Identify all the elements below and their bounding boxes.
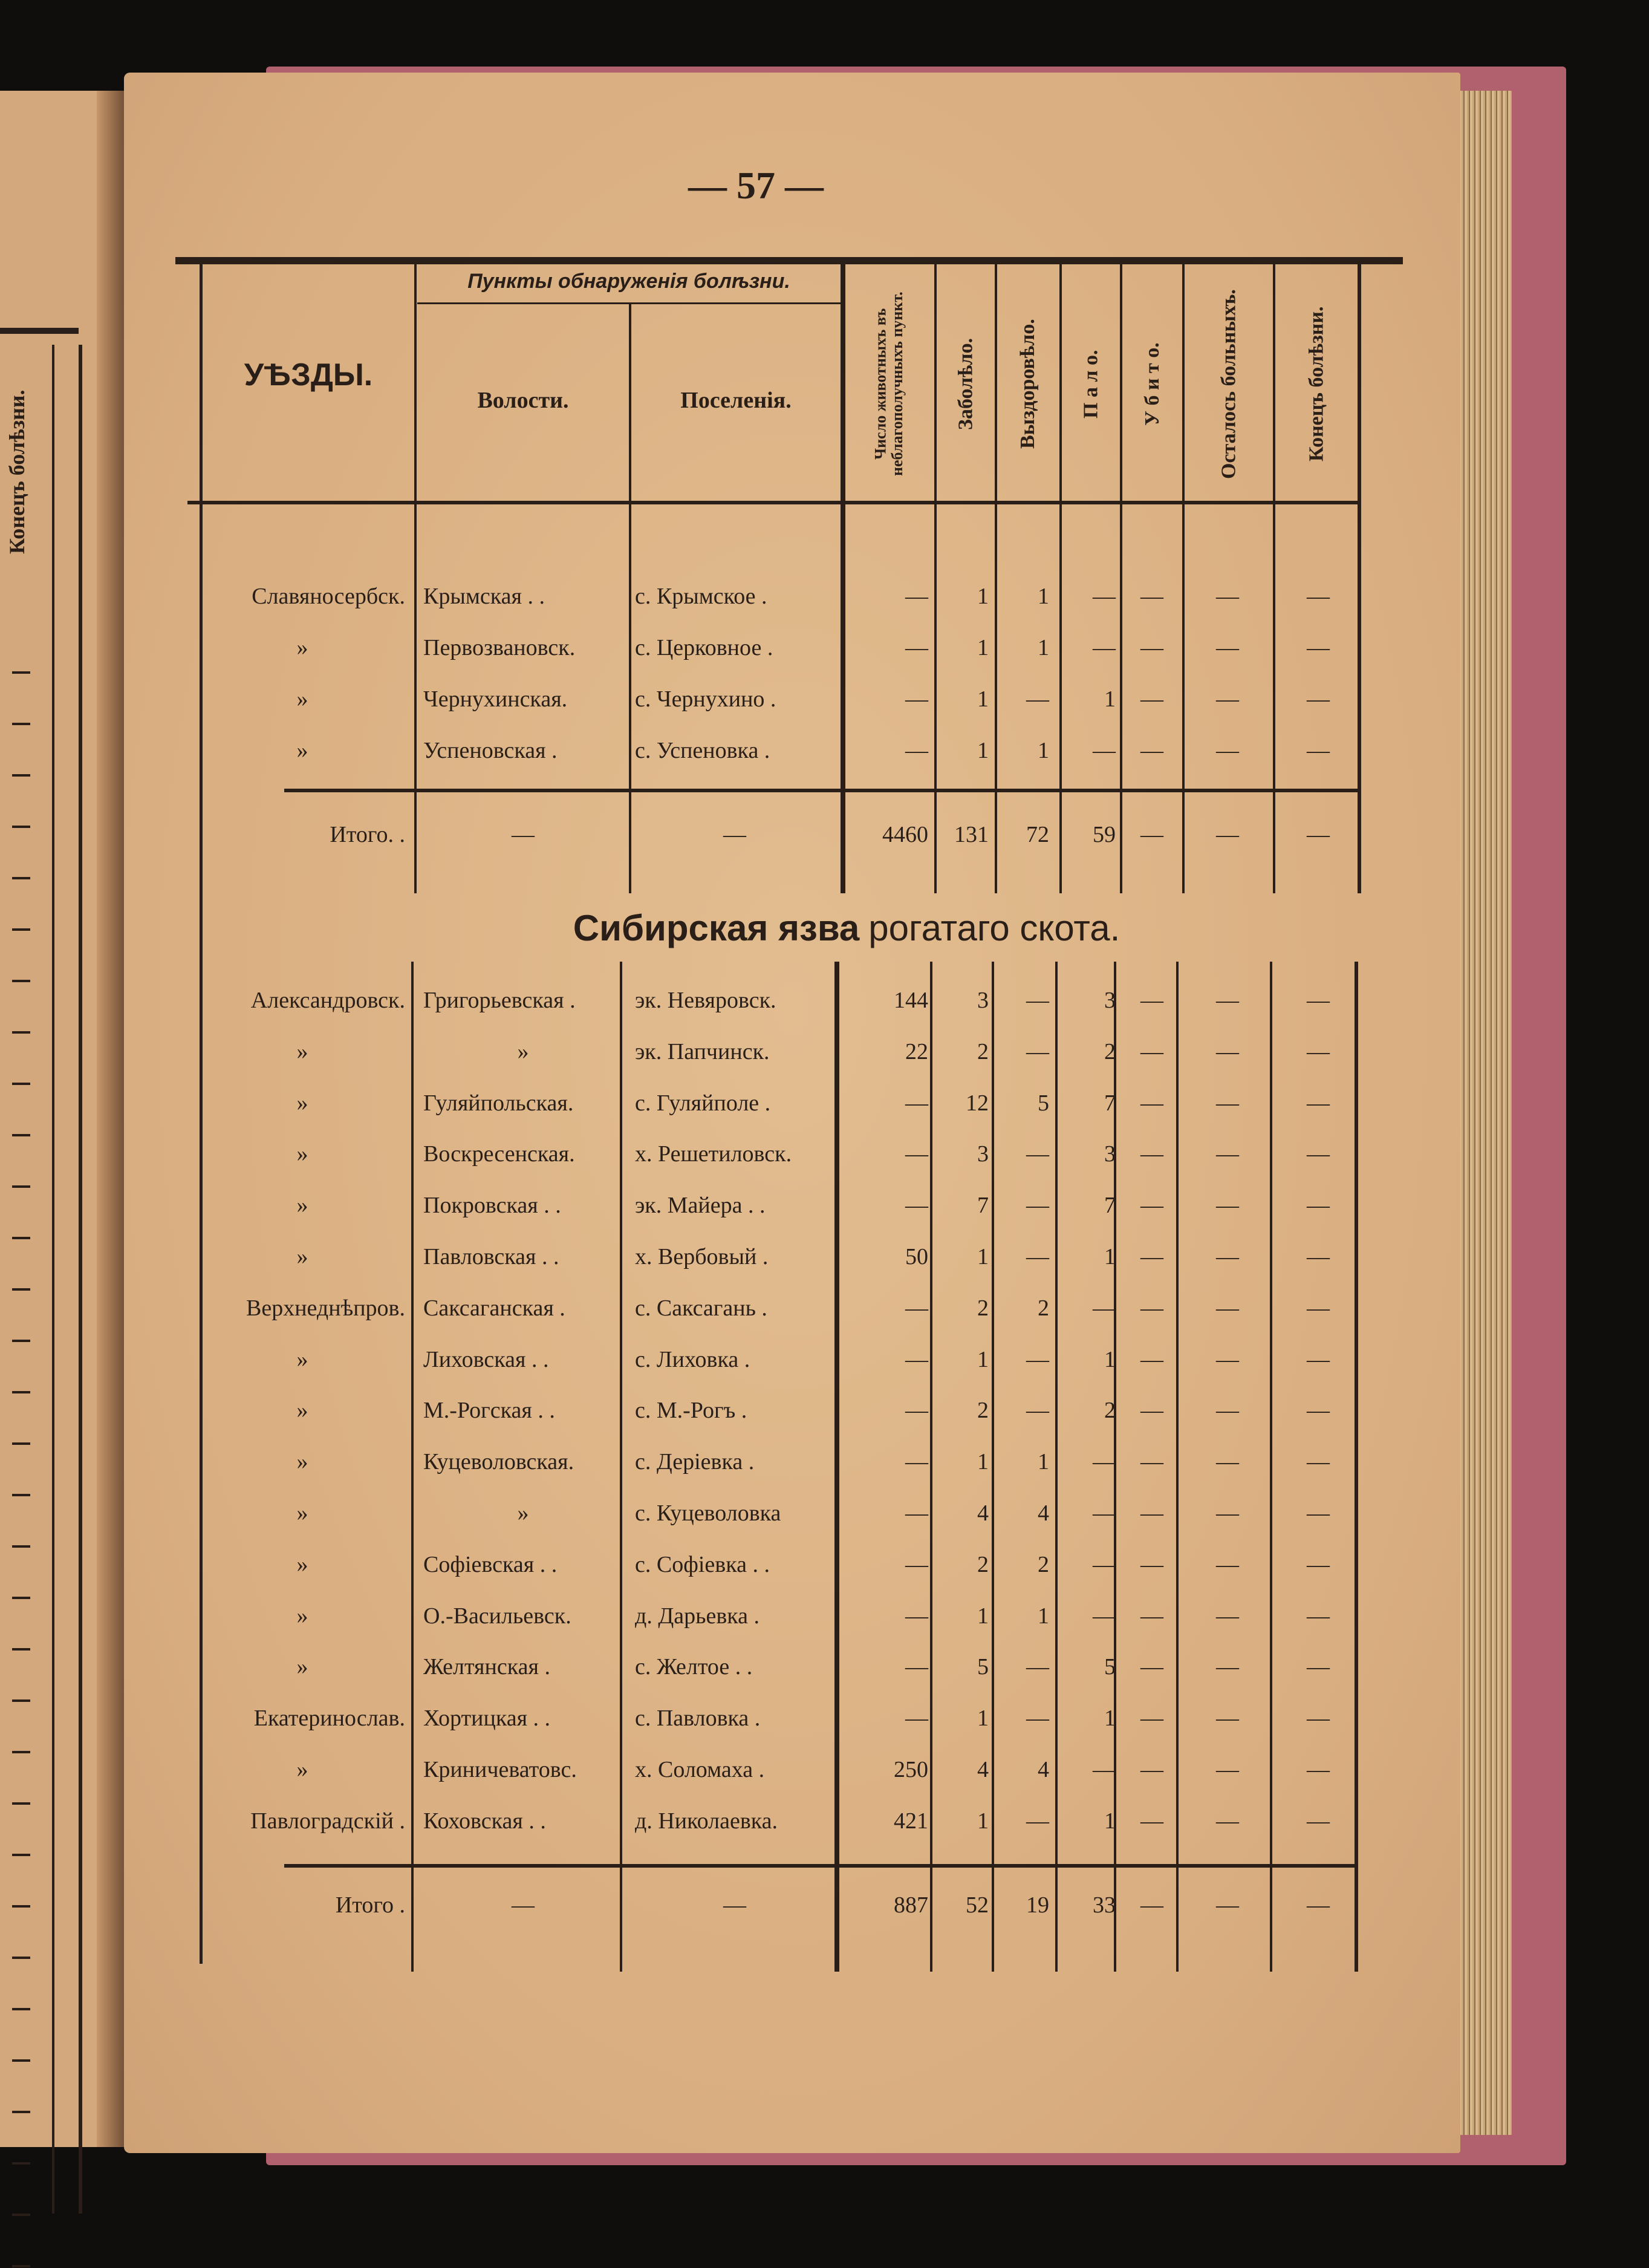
section2-row-zabolelo: 3 — [977, 1141, 989, 1167]
section2-total-vyzdorovelo: 19 — [1026, 1892, 1049, 1918]
section2-row-ostalos: — — [1216, 1398, 1239, 1424]
header-uezdy: УѢЗДЫ. — [244, 357, 373, 393]
column-line — [1182, 264, 1185, 893]
section1-row-uezd: » — [296, 635, 308, 660]
section2-row-vyzdorovelo: — — [1026, 1193, 1049, 1219]
section1-row-uezd: » — [296, 686, 308, 712]
section2-row-uezd: Александровск. — [250, 988, 405, 1013]
section2-row-vyzdorovelo: 4 — [1038, 1501, 1049, 1526]
section2-row-volost: Желтянская . — [423, 1654, 550, 1680]
section2-row-volost: Хортицкая . . — [423, 1706, 551, 1732]
section2-row-chislo: 250 — [894, 1757, 928, 1782]
section1-row-konets: — — [1307, 635, 1330, 660]
left-page-dash — [12, 1957, 30, 1959]
left-page-dash — [12, 1905, 30, 1908]
section2-row-ubito: — — [1140, 1090, 1163, 1116]
section2-row-poselenie: д. Николаевка. — [635, 1808, 778, 1834]
left-page-dash — [12, 1442, 30, 1445]
section1-row-volost: Чернухинская. — [423, 686, 568, 712]
section1-total-poselenie: — — [723, 822, 746, 847]
section2-row-uezd: » — [296, 1654, 308, 1680]
section2-row-ostalos: — — [1216, 1038, 1239, 1064]
section1-total-konets: — — [1307, 822, 1330, 847]
section1-row-chislo: — — [905, 686, 928, 712]
section2-row-ubito: — — [1140, 1603, 1163, 1629]
section2-row-zabolelo: 2 — [977, 1295, 989, 1321]
left-page-dash — [12, 928, 30, 931]
section2-row-volost: » — [517, 1501, 529, 1526]
section2-row-chislo: 421 — [894, 1808, 928, 1834]
column-line — [1270, 962, 1272, 1972]
section2-row-uezd: » — [296, 1038, 308, 1064]
column-line — [1055, 962, 1058, 1972]
section2-row-poselenie: эк. Папчинск. — [635, 1038, 770, 1064]
left-page-dash — [12, 671, 30, 674]
section2-row-poselenie: д. Дарьевка . — [635, 1603, 760, 1629]
section2-title-rest: рогатаго скота. — [868, 908, 1120, 948]
section2-row-ubito: — — [1140, 1244, 1163, 1269]
section2-row-chislo: — — [905, 1090, 928, 1116]
section2-row-palo: 2 — [1104, 1398, 1116, 1424]
section2-row-konets: — — [1307, 1346, 1330, 1372]
header-palo: П а л о. — [1079, 350, 1102, 419]
section1-row-zabolelo: 1 — [977, 738, 989, 763]
section2-row-palo: 1 — [1104, 1706, 1116, 1732]
section2-total-zabolelo: 52 — [966, 1892, 989, 1918]
section2-row-volost: Саксаганская . — [423, 1295, 565, 1321]
section2-row-chislo: — — [905, 1346, 928, 1372]
section2-row-konets: — — [1307, 1141, 1330, 1167]
section2-row-zabolelo: 5 — [977, 1654, 989, 1680]
section2-row-ubito: — — [1140, 1193, 1163, 1219]
section2-row-ostalos: — — [1216, 1295, 1239, 1321]
column-line — [995, 264, 997, 893]
left-page-dash — [12, 826, 30, 828]
section1-row-ubito: — — [1140, 686, 1163, 712]
section1-row-zabolelo: 1 — [977, 584, 989, 609]
section2-row-uezd: Павлоградскій . — [250, 1808, 405, 1834]
section2-row-vyzdorovelo: 1 — [1038, 1603, 1049, 1629]
section2-row-ubito: — — [1140, 1346, 1163, 1372]
section2-row-volost: Покровская . . — [423, 1193, 561, 1219]
section2-row-vyzdorovelo: — — [1026, 1141, 1049, 1167]
section2-row-volost: Софіевская . . — [423, 1551, 558, 1577]
left-page-rule — [0, 328, 79, 334]
section1-row-konets: — — [1307, 584, 1330, 609]
header-ostalos: Осталось больныхъ. — [1217, 289, 1240, 479]
section2-row-vyzdorovelo: 5 — [1038, 1090, 1049, 1116]
section2-row-ubito: — — [1140, 1551, 1163, 1577]
section2-row-poselenie: эк. Невяровск. — [635, 988, 776, 1013]
section2-row-uezd: » — [296, 1551, 308, 1577]
section1-row-volost: Первозвановск. — [423, 635, 576, 660]
section2-row-vyzdorovelo: — — [1026, 988, 1049, 1013]
section2-row-vyzdorovelo: — — [1026, 1346, 1049, 1372]
section2-row-volost: Воскресенская. — [423, 1141, 575, 1167]
section1-row-poselenie: с. Чернухино . — [635, 686, 776, 712]
section2-row-poselenie: эк. Майера . . — [635, 1193, 766, 1219]
section2-row-zabolelo: 1 — [977, 1244, 989, 1269]
section2-row-palo: 1 — [1104, 1808, 1116, 1834]
section2-row-ubito: — — [1140, 1398, 1163, 1424]
section2-row-vyzdorovelo: — — [1026, 1808, 1049, 1834]
section1-row-ostalos: — — [1216, 635, 1239, 660]
header-vyzdorovelo: Выздоровѣло. — [1016, 319, 1039, 449]
table-top-rule — [175, 257, 1403, 264]
section2-total-palo: 33 — [1093, 1892, 1116, 1918]
section2-row-chislo: — — [905, 1193, 928, 1219]
section2-row-uezd: » — [296, 1090, 308, 1116]
section2-row-poselenie: с. Павловка . — [635, 1706, 761, 1732]
section2-total-chislo: 887 — [894, 1892, 928, 1918]
book-gutter — [97, 91, 127, 2147]
section2-row-palo: 1 — [1104, 1244, 1116, 1269]
section2-row-volost: Куцеволовская. — [423, 1449, 574, 1475]
section2-row-palo: — — [1093, 1295, 1116, 1321]
section2-row-ubito: — — [1140, 1038, 1163, 1064]
left-page-column-header: Конецъ болѣзни. — [5, 389, 29, 554]
left-page-dash — [12, 1031, 30, 1034]
section1-row-poselenie: с. Успеновка . — [635, 738, 770, 763]
section1-row-chislo: — — [905, 635, 928, 660]
left-page-dash — [12, 1340, 30, 1342]
left-page-dash — [12, 2162, 30, 2165]
left-page-dash — [12, 1185, 30, 1188]
section1-row-zabolelo: 1 — [977, 686, 989, 712]
section2-row-poselenie: х. Решетиловск. — [635, 1141, 792, 1167]
section2-row-vyzdorovelo: — — [1026, 1654, 1049, 1680]
section2-row-volost: Коховская . . — [423, 1808, 546, 1834]
section1-row-chislo: — — [905, 738, 928, 763]
section2-total-rule — [284, 1864, 1355, 1868]
section2-row-chislo: — — [905, 1449, 928, 1475]
section2-row-ubito: — — [1140, 988, 1163, 1013]
column-line — [930, 962, 932, 1972]
section2-row-zabolelo: 7 — [977, 1193, 989, 1219]
section2-row-konets: — — [1307, 1808, 1330, 1834]
section2-row-uezd: » — [296, 1603, 308, 1629]
left-page-dash — [12, 2008, 30, 2010]
section2-row-zabolelo: 12 — [966, 1090, 989, 1116]
section2-row-uezd: » — [296, 1193, 308, 1219]
section2-row-konets: — — [1307, 1501, 1330, 1526]
section2-row-chislo: — — [905, 1706, 928, 1732]
section2-row-vyzdorovelo: 4 — [1038, 1757, 1049, 1782]
section2-row-chislo: — — [905, 1654, 928, 1680]
section2-row-chislo: — — [905, 1501, 928, 1526]
section2-row-zabolelo: 1 — [977, 1808, 989, 1834]
section1-total-volost: — — [512, 822, 535, 847]
header-ubito: У б и т о. — [1141, 342, 1164, 426]
header-poseleniya: Поселенія. — [680, 388, 792, 413]
section2-row-vyzdorovelo: — — [1026, 1398, 1049, 1424]
section2-row-vyzdorovelo: 2 — [1038, 1551, 1049, 1577]
section2-row-palo: 5 — [1104, 1654, 1116, 1680]
section1-row-vyzdorovelo: — — [1026, 686, 1049, 712]
section2-row-chislo: — — [905, 1398, 928, 1424]
section2-row-palo: 1 — [1104, 1346, 1116, 1372]
left-page-column-line — [79, 345, 82, 2214]
section2-row-ostalos: — — [1216, 1244, 1239, 1269]
section2-total-ostalos: — — [1216, 1892, 1239, 1918]
section2-row-volost: » — [517, 1038, 529, 1064]
section2-row-volost: О.-Васильевск. — [423, 1603, 571, 1629]
column-line — [834, 962, 839, 1972]
section2-row-ostalos: — — [1216, 1706, 1239, 1732]
section1-total-rule — [284, 789, 1361, 792]
left-page-dash — [12, 1494, 30, 1496]
left-page-dash — [12, 723, 30, 725]
section1-total-palo: 59 — [1093, 822, 1116, 847]
section2-row-palo: — — [1093, 1551, 1116, 1577]
left-page-dash — [12, 1288, 30, 1291]
section2-row-uezd: » — [296, 1501, 308, 1526]
left-page-dash — [12, 774, 30, 777]
section2-row-zabolelo: 1 — [977, 1706, 989, 1732]
section1-row-zabolelo: 1 — [977, 635, 989, 660]
section2-row-konets: — — [1307, 1295, 1330, 1321]
left-page-column-line — [52, 345, 54, 2214]
section2-row-poselenie: с. Деріевка . — [635, 1449, 755, 1475]
section2-total-poselenie: — — [723, 1892, 746, 1918]
column-line — [411, 962, 414, 1972]
section1-row-ostalos: — — [1216, 686, 1239, 712]
section1-total-chislo: 4460 — [882, 822, 928, 847]
section2-row-konets: — — [1307, 1244, 1330, 1269]
section1-row-ostalos: — — [1216, 738, 1239, 763]
left-page-dash — [12, 1134, 30, 1136]
section1-row-chislo: — — [905, 584, 928, 609]
section1-row-volost: Успеновская . — [423, 738, 558, 763]
section2-row-ubito: — — [1140, 1706, 1163, 1732]
section2-row-konets: — — [1307, 1603, 1330, 1629]
column-line — [1273, 264, 1275, 893]
section2-row-ostalos: — — [1216, 1501, 1239, 1526]
section2-row-zabolelo: 3 — [977, 988, 989, 1013]
section2-row-ostalos: — — [1216, 1757, 1239, 1782]
left-page-dash — [12, 1751, 30, 1753]
section2-row-poselenie: с. Софіевка . . — [635, 1551, 770, 1577]
section2-total-ubito: — — [1140, 1892, 1163, 1918]
left-page-dash — [12, 1597, 30, 1599]
section2-row-volost: Гуляйпольская. — [423, 1090, 574, 1116]
section2-row-palo: — — [1093, 1757, 1116, 1782]
section2-row-konets: — — [1307, 1654, 1330, 1680]
section2-row-uezd: » — [296, 1449, 308, 1475]
section1-row-ostalos: — — [1216, 584, 1239, 609]
section2-row-volost: Григорьевская . — [423, 988, 576, 1013]
section2-row-ubito: — — [1140, 1501, 1163, 1526]
section2-row-uezd: » — [296, 1141, 308, 1167]
page-number: — 57 — — [688, 164, 824, 207]
section2-row-vyzdorovelo: — — [1026, 1038, 1049, 1064]
section1-row-ubito: — — [1140, 635, 1163, 660]
section2-title — [423, 907, 1270, 950]
section2-row-uezd: » — [296, 1346, 308, 1372]
section2-row-chislo: 22 — [905, 1038, 928, 1064]
column-line — [841, 264, 845, 893]
section2-row-konets: — — [1307, 1398, 1330, 1424]
section2-row-poselenie: с. Саксагань . — [635, 1295, 767, 1321]
section2-row-poselenie: с. Лиховка . — [635, 1346, 750, 1372]
section1-row-uezd: Славяносербск. — [252, 584, 405, 609]
section2-row-konets: — — [1307, 1193, 1330, 1219]
section2-row-palo: 3 — [1104, 1141, 1116, 1167]
section2-row-ostalos: — — [1216, 1551, 1239, 1577]
section2-row-uezd: Верхнеднѣпров. — [246, 1295, 405, 1321]
section2-row-zabolelo: 2 — [977, 1038, 989, 1064]
section2-row-poselenie: с. Гуляйполе . — [635, 1090, 771, 1116]
section1-row-palo: — — [1093, 584, 1116, 609]
section2-row-zabolelo: 1 — [977, 1346, 989, 1372]
section2-row-vyzdorovelo: — — [1026, 1244, 1049, 1269]
section1-row-palo: 1 — [1104, 686, 1116, 712]
section2-row-ostalos: — — [1216, 1449, 1239, 1475]
section2-row-poselenie: с. Желтое . . — [635, 1654, 753, 1680]
section2-row-ubito: — — [1140, 1295, 1163, 1321]
section2-row-konets: — — [1307, 1038, 1330, 1064]
section1-row-poselenie: с. Крымское . — [635, 584, 767, 609]
section2-title-bold: Сибирская язва — [573, 908, 860, 948]
header-bottom-rule — [187, 501, 1361, 504]
left-page-dash — [12, 2214, 30, 2216]
section1-row-volost: Крымская . . — [423, 584, 545, 609]
section2-row-ostalos: — — [1216, 1654, 1239, 1680]
section1-row-vyzdorovelo: 1 — [1038, 635, 1049, 660]
section2-row-vyzdorovelo: 1 — [1038, 1449, 1049, 1475]
section2-row-volost: Павловская . . — [423, 1244, 559, 1269]
section2-row-ostalos: — — [1216, 1141, 1239, 1167]
section1-total-ostalos: — — [1216, 822, 1239, 847]
section2-row-ostalos: — — [1216, 1346, 1239, 1372]
section2-row-konets: — — [1307, 1090, 1330, 1116]
section1-total-vyzdorovelo: 72 — [1026, 822, 1049, 847]
section2-row-volost: Криничеватовс. — [423, 1757, 577, 1782]
header-zabolelo: Заболѣло. — [954, 337, 977, 431]
section2-row-uezd: » — [296, 1244, 308, 1269]
section2-row-volost: М.-Рогская . . — [423, 1398, 555, 1424]
left-page-dash — [12, 877, 30, 879]
section2-row-ubito: — — [1140, 1757, 1163, 1782]
left-page-dash — [12, 1648, 30, 1650]
section1-row-palo: — — [1093, 635, 1116, 660]
left-page-dash — [12, 1237, 30, 1239]
column-line — [1120, 264, 1122, 893]
section2-row-palo: 7 — [1104, 1193, 1116, 1219]
left-page-dash — [12, 2111, 30, 2113]
section2-row-vyzdorovelo: 2 — [1038, 1295, 1049, 1321]
section2-row-zabolelo: 2 — [977, 1551, 989, 1577]
section1-total-zabolelo: 131 — [954, 822, 989, 847]
left-page-dash — [12, 2059, 30, 2062]
section2-row-poselenie: с. М.-Рогъ . — [635, 1398, 747, 1424]
left-page-dash — [12, 980, 30, 982]
left-page-dash — [12, 1391, 30, 1393]
left-page-dash — [12, 1083, 30, 1085]
section2-row-zabolelo: 1 — [977, 1449, 989, 1475]
section2-row-ubito: — — [1140, 1141, 1163, 1167]
section2-row-konets: — — [1307, 988, 1330, 1013]
section2-row-uezd: » — [296, 1398, 308, 1424]
section2-row-konets: — — [1307, 1551, 1330, 1577]
section2-row-uezd: » — [296, 1757, 308, 1782]
section2-row-ubito: — — [1140, 1808, 1163, 1834]
section1-row-uezd: » — [296, 738, 308, 763]
section2-row-poselenie: с. Куцеволовка — [635, 1501, 781, 1526]
header-volosti: Волости. — [477, 388, 569, 413]
section1-row-vyzdorovelo: 1 — [1038, 738, 1049, 763]
section2-total-konets: — — [1307, 1892, 1330, 1918]
section2-row-ostalos: — — [1216, 1603, 1239, 1629]
left-page-dash — [12, 1802, 30, 1805]
header-konets: Конецъ болѣзни. — [1305, 306, 1328, 462]
section1-total-uezd: Итого. . — [330, 822, 405, 847]
header-chislo: Число животныхъ въ неблагополучныхъ пункт. — [871, 292, 906, 477]
section2-row-konets: — — [1307, 1706, 1330, 1732]
section2-row-chislo: — — [905, 1551, 928, 1577]
column-line — [414, 264, 417, 893]
section2-row-ostalos: — — [1216, 1808, 1239, 1834]
section2-row-ubito: — — [1140, 1654, 1163, 1680]
section2-row-palo: — — [1093, 1603, 1116, 1629]
section2-row-ostalos: — — [1216, 1193, 1239, 1219]
section1-row-poselenie: с. Церковное . — [635, 635, 773, 660]
section1-row-vyzdorovelo: 1 — [1038, 584, 1049, 609]
section2-row-chislo: — — [905, 1141, 928, 1167]
section2-row-ostalos: — — [1216, 1090, 1239, 1116]
section2-row-zabolelo: 4 — [977, 1757, 989, 1782]
section2-row-volost: Лиховская . . — [423, 1346, 549, 1372]
section2-row-zabolelo: 2 — [977, 1398, 989, 1424]
section2-row-chislo: 50 — [905, 1244, 928, 1269]
section2-row-konets: — — [1307, 1757, 1330, 1782]
section2-total-uezd: Итого . — [335, 1892, 405, 1918]
section2-row-chislo: — — [905, 1295, 928, 1321]
section2-row-ostalos: — — [1216, 988, 1239, 1013]
section1-row-ubito: — — [1140, 738, 1163, 763]
section2-row-palo: 7 — [1104, 1090, 1116, 1116]
section2-row-poselenie: х. Вербовый . — [635, 1244, 769, 1269]
section2-row-uezd: Екатеринослав. — [253, 1706, 405, 1732]
section2-row-chislo: 144 — [894, 988, 928, 1013]
section2-row-konets: — — [1307, 1449, 1330, 1475]
section2-row-palo: — — [1093, 1501, 1116, 1526]
header-group-title: Пункты обнаруженія болѣзни. — [467, 270, 790, 293]
column-line — [992, 962, 994, 1972]
left-page-dash — [12, 2265, 30, 2267]
left-page-dash — [12, 1699, 30, 1702]
section1-total-ubito: — — [1140, 822, 1163, 847]
section2-row-palo: — — [1093, 1449, 1116, 1475]
section1-row-konets: — — [1307, 686, 1330, 712]
section1-row-palo: — — [1093, 738, 1116, 763]
section2-row-palo: 3 — [1104, 988, 1116, 1013]
section2-row-zabolelo: 4 — [977, 1501, 989, 1526]
left-page-dash — [12, 1854, 30, 1856]
section2-row-palo: 2 — [1104, 1038, 1116, 1064]
section2-row-vyzdorovelo: — — [1026, 1706, 1049, 1732]
section2-row-chislo: — — [905, 1603, 928, 1629]
section2-row-poselenie: х. Соломаха . — [635, 1757, 765, 1782]
section2-row-ubito: — — [1140, 1449, 1163, 1475]
section2-total-volost: — — [512, 1892, 535, 1918]
section1-row-ubito: — — [1140, 584, 1163, 609]
left-page-dash — [12, 1545, 30, 1548]
section2-row-zabolelo: 1 — [977, 1603, 989, 1629]
section1-row-konets: — — [1307, 738, 1330, 763]
